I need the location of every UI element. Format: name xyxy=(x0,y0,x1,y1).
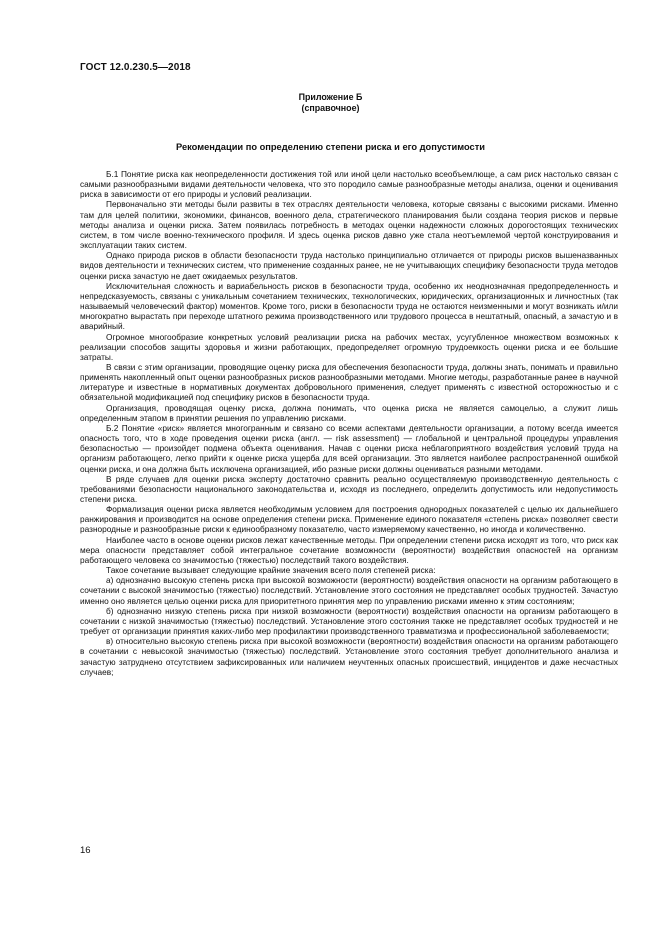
paragraph: Организация, проводящая оценку риска, должна понимать, что оценка риска не является самоцелью, а служит лишь определенным этапом в принятии решения по управлению рисками. xyxy=(80,402,618,423)
paragraph: Огромное многообразие конкретных условий реализации риска на рабочих местах, усугубленное множеством возможных к реализации способов защиты здоровья и жизни работающих, предопределяет огромную трудоемкость оценки риска и ее большие затраты. xyxy=(80,331,618,362)
paragraph: Такое сочетание вызывает следующие крайние значения всего поля степеней риска: xyxy=(106,565,436,576)
appendix-title: Приложение Б xyxy=(298,92,363,102)
page-number: 16 xyxy=(80,845,91,856)
paragraph-b1: Б.1 Понятие риска как неопределенности достижения той или иной цели настолько всеобъемлюще, а сам риск настолько связан с самыми разнообразными видами деятельности человека, что это породило самые разнообразные методы анализа, оценки и оценивания риска в зависимости от его природы и условий реализации. xyxy=(80,169,618,200)
paragraph: Однако природа рисков в области безопасности труда настолько принципиально отличается от природы рисков вышеназванных видов деятельности и технических систем, что применение созданных ранее, не не учитывающих специфику безопасности труда методов оценки риска зачастую не дает ожидаемых результатов. xyxy=(80,250,618,281)
list-item-b: б) однозначно низкую степень риска при низкой возможности (вероятности) воздействия опасности на организм работающего в сочетании с низкой значимостью (тяжестью) последствий. Установление этого состояния также не представляет особых трудностей и не требует от организации принятия каких-либо мер профилактики производственного травматизма и профессиональной заболеваемости; xyxy=(80,605,618,637)
paragraph: Исключительная сложность и вариабельность рисков в безопасности труда, особенно их неоднозначная предопределенность и непредсказуемость, связаны с уникальным сочетанием технических, технологических, юридических, организационных и личностных (так называемый человеческий фактор) моментов. Кроме того, риски в безопасности труда не остаются неизменными и могут возникать и/или многократно вырастать при переходе штатного режима производственного или трудового процесса в нештатный, опасный, а зачастую и в аварийный. xyxy=(80,280,618,332)
paragraph: Первоначально эти методы были развиты в тех отраслях деятельности человека, которые связаны с высокими рисками. Именно там для целей политики, экономики, финансов, военного дела, стратегического планирования были создана теория рисков и первые методы анализа и оценки риска. Затем появилась потребность в методах оценки надежности сложных дорогостоящих технических систем, в том числе военно-технического профиля. И здесь оценка рисков давно уже стала неотъемлемой чертой конструирования и эксплуатации таких систем. xyxy=(80,199,618,251)
list-item-c: в) относительно высокую степень риска при высокой возможности (вероятности) воздействия опасности на организм работающего в сочетании с невысокой значимостью (тяжестью) последствий. Установление этого состояния требует дополнительного анализа и зачастую затруднено отсутствием зафиксированных или наличием неучтенных опасных происшествий, инцидентов и даже несчастных случаев; xyxy=(80,636,618,677)
body-text xyxy=(80,169,618,677)
paragraph-b2: Б.2 Понятие «риск» является многогранным и связано со всеми аспектами деятельности организации, а потому всегда имеется опасность того, что в ходе проведения оценки риска (англ. — risk assessment) — глобальной и центральной процедуры управления безопасностью — произойдет подмена объекта оценивания. Начав с оценки риска неблагоприятного воздействия условий труда на организм работающего, легко прийти к оценке риска ущерба для всей организации. Это является наиболее распространенной ошибкой оценки риска, и она должна быть исключена организацией, ибо разные риски должны оцениваться разными методами. xyxy=(80,422,618,474)
document-header-code: ГОСТ 12.0.230.5—2018 xyxy=(80,62,191,73)
paragraph: Наиболее часто в основе оценки рисков лежат качественные методы. При определении степени риска исходят из того, что риск как мера опасности представляет собой интегральное сочетание возможности (вероятности) воздействия опасностей на организм работающего человека со значимостью (тяжестью) последствий такого воздействия. xyxy=(80,534,618,565)
paragraph: Формализация оценки риска является необходимым условием для построения однородных показателей с целью их дальнейшего ранжирования и производится на основе определения степени риска. Применение единого показателя «степень риска» позволяет свести разнородные и разнообразные риски к единообразному показателю, часто измеряемому качественно, но иногда и количественно. xyxy=(80,504,618,535)
paragraph: В связи с этим организации, проводящие оценку риска для обеспечения безопасности труда, должны знать, понимать и правильно применять накопленный опыт оценки разнообразных рисков разнообразными методами. Многие методы, разработанные ранее в научной литературе и известные в нормативных документах добровольного применения, следует применять с известной осторожностью и с обязательной модификацией под специфику рисков в безопасности труда. xyxy=(80,361,618,403)
list-item-a: а) однозначно высокую степень риска при высокой возможности (вероятности) воздействия опасности на организм работающего в сочетании с высокой значимостью (тяжестью) последствий. Установление этого состояния не представляет особых трудностей. Зачастую именно оно является целью оценки риска для приоритетного принятия мер по управлению рисками именно к этим состояниям; xyxy=(80,575,618,606)
appendix-subtitle: (справочное) xyxy=(301,103,360,113)
paragraph: В ряде случаев для оценки риска эксперту достаточно сравнить реально осуществляемую производственную деятельность с требованиями безопасности национального законодательства и, исходя из последнего, определить допустимость или недопустимость степени риска. xyxy=(80,473,618,504)
section-title: Рекомендации по определению степени риска и его допустимости xyxy=(176,142,485,152)
